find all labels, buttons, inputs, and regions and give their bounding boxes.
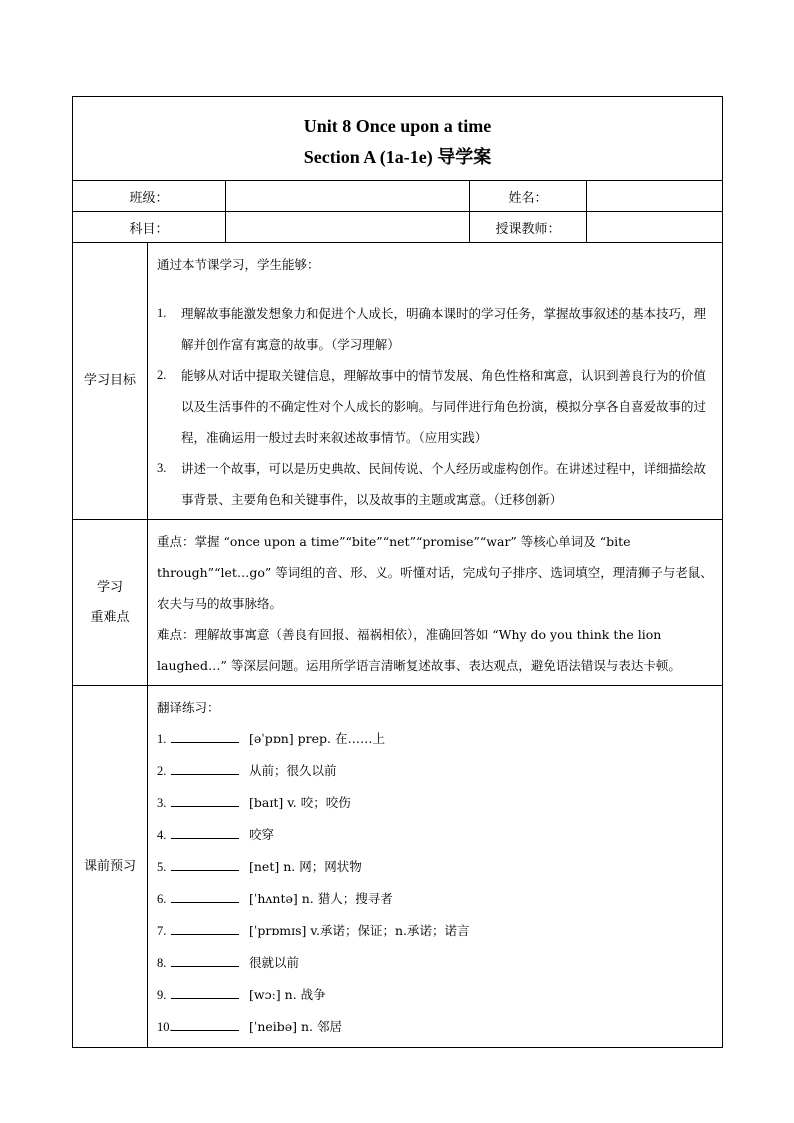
vocab-blank[interactable] [171, 921, 239, 935]
vocab-item [157, 915, 714, 947]
vocab-gloss: 咬穿 [249, 827, 275, 842]
vocab-gloss: [ˈneibə] n. 邻居 [249, 1019, 343, 1034]
focus-label [73, 520, 148, 686]
vocab-item [157, 851, 714, 883]
preview-label: 课前预习 [73, 686, 148, 1048]
vocab-blank[interactable] [171, 825, 239, 839]
vocab-gloss: [əˈpɒn] prep. 在……上 [249, 731, 385, 746]
vocab-number: 4. [157, 828, 167, 842]
objective-item [157, 360, 714, 453]
vocab-number: 1. [157, 732, 167, 746]
objective-text: 能够从对话中提取关键信息，理解故事中的情节发展、角色性格和寓意，认识到善良行为的价值以及生活事件的不确定性对个人成长的影响。与同伴进行角色扮演，模拟分享各自喜爱故事的过程，准确运用一般过去时来叙述故事情节。（应用实践） [181, 368, 707, 445]
focus-label-line2: 重难点 [90, 609, 130, 625]
vocab-gloss: 从前；很久以前 [249, 763, 337, 778]
vocab-number: 5. [157, 860, 167, 874]
subject-field[interactable] [226, 212, 470, 243]
vocab-gloss: [baɪt] v. 咬；咬伤 [249, 795, 351, 810]
teacher-field[interactable] [587, 212, 723, 243]
vocab-number: 10. [157, 1020, 173, 1034]
objective-text: 理解故事能激发想象力和促进个人成长，明确本课时的学习任务，掌握故事叙述的基本技巧，理解并创作富有寓意的故事。（学习理解） [181, 306, 707, 352]
vocab-gloss: [wɔː] n. 战争 [249, 987, 326, 1002]
class-field[interactable] [226, 181, 470, 212]
key-points: 重点：掌握 “once upon a time”“bite”“net”“promise”“war” 等核心单词及 “bite through”“let…go” 等词组的音、形、义。听懂对话，完成句子排序、选词填空，理清狮子与老鼠、农夫与马的故事脉络。 [157, 534, 713, 611]
vocab-gloss: [net] n. 网；网状物 [249, 859, 362, 874]
vocab-blank[interactable] [171, 857, 239, 871]
vocab-blank[interactable] [171, 729, 239, 743]
objectives-content [148, 243, 723, 520]
vocab-blank[interactable] [171, 761, 239, 775]
objective-item [157, 298, 714, 360]
focus-content [148, 520, 723, 686]
vocab-item [157, 787, 714, 819]
vocab-gloss: 很就以前 [249, 955, 300, 970]
objective-number: 1. [157, 306, 167, 320]
vocab-number: 7. [157, 924, 167, 938]
objective-item [157, 453, 714, 515]
vocab-blank[interactable] [171, 985, 239, 999]
title-cell [73, 97, 723, 181]
vocab-item [157, 979, 714, 1011]
focus-label-line1: 学习 [96, 579, 123, 595]
vocab-number: 6. [157, 892, 167, 906]
vocab-number: 2. [157, 764, 167, 778]
subject-label: 科目： [73, 212, 226, 243]
vocab-item [157, 883, 714, 915]
vocab-item [157, 947, 714, 979]
vocab-blank[interactable] [171, 953, 239, 967]
vocab-gloss: [ˈhʌntə] n. 猎人；搜寻者 [249, 891, 393, 906]
preview-content [148, 686, 723, 1048]
vocab-blank[interactable] [171, 889, 239, 903]
vocab-gloss: [ˈprɒmɪs] v.承诺；保证；n.承诺；诺言 [249, 923, 470, 938]
preview-heading: 翻译练习： [157, 700, 220, 715]
vocab-item [157, 755, 714, 787]
objective-number: 2. [157, 368, 167, 382]
vocab-number: 3. [157, 796, 167, 810]
vocab-item [157, 723, 714, 755]
name-field[interactable] [587, 181, 723, 212]
section-title: Section A (1a-1e) 导学案 [303, 146, 492, 167]
vocab-number: 9. [157, 988, 167, 1002]
objective-number: 3. [157, 461, 167, 475]
vocab-blank[interactable] [171, 793, 239, 807]
objectives-intro: 通过本节课学习，学生能够： [157, 257, 320, 272]
name-label: 姓名： [470, 181, 587, 212]
teacher-label: 授课教师： [470, 212, 587, 243]
class-label: 班级： [73, 181, 226, 212]
objectives-label: 学习目标 [73, 243, 148, 520]
unit-title: Unit 8 Once upon a time [303, 115, 492, 136]
lesson-plan-table [72, 96, 723, 1048]
vocab-number: 8. [157, 956, 167, 970]
vocab-item [157, 1011, 714, 1043]
objective-text: 讲述一个故事，可以是历史典故、民间传说、个人经历或虚构创作。在讲述过程中，详细描绘故事背景、主要角色和关键事件，以及故事的主题或寓意。（迁移创新） [181, 461, 707, 507]
difficult-points: 难点：理解故事寓意（善良有回报、福祸相依），准确回答如 “Why do you think the lion laughed…” 等深层问题。运用所学语言清晰复述故事、表达观点，避免语法错误与表达卡顿。 [157, 627, 681, 673]
vocab-item [157, 819, 714, 851]
vocab-blank[interactable] [171, 1017, 239, 1031]
